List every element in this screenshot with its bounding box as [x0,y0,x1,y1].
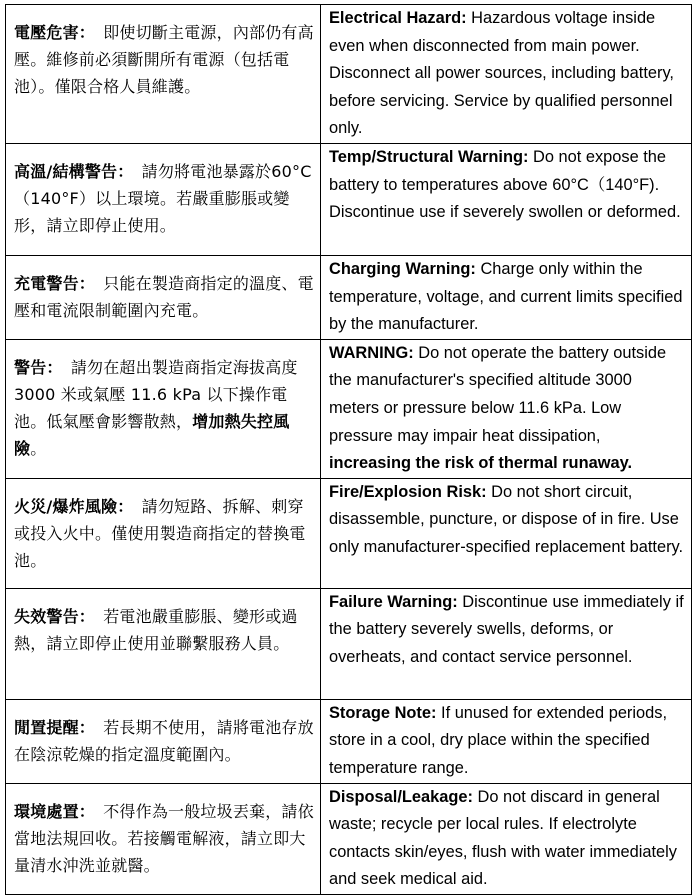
zh-text: 請勿短路、拆解、刺穿或投入火中。僅使用製造商指定的替換電池。 [14,496,306,570]
zh-label: 警告： [14,357,63,377]
zh-text: 只能在製造商指定的溫度、電壓和電流限制範圍內充電。 [14,274,314,320]
zh-cell [6,144,321,256]
table-row-disposal-leakage [6,783,692,894]
en-text: Do not expose the battery to temperatures above 60°C（140°F). Discontinue use if severely swollen or deformed. [329,148,681,222]
zh-cell [6,478,321,588]
en-text: Charge only within the temperature, voltage, and current limits specified by the manufacturer. [329,260,683,334]
en-label: Electrical Hazard: [329,9,467,27]
en-text: Do not short circuit, disassemble, puncture, or dispose of in fire. Use only manufacturer-specified replacement battery. [329,482,684,556]
en-cell [321,588,692,699]
zh-text: 請勿將電池暴露於60°C（140°F）以上環境。若嚴重膨脹或變形，請立即停止使用。 [14,162,312,235]
zh-label: 環境處置： [14,801,96,821]
table-row-temp-structural [6,144,692,256]
table-row-charging [6,256,692,340]
en-cell [321,5,692,144]
en-text: Do not operate the battery outside the manufacturer's specified altitude 3000 meters or pressure below 11.6 kPa. Low pressure may impair heat dissipation, [329,343,667,445]
en-label: Fire/Explosion Risk: [329,482,487,501]
zh-end: 。 [30,438,47,458]
zh-text: 若電池嚴重膨脹、變形或過熱，請立即停止使用並聯繫服務人員。 [14,606,298,653]
zh-text: 不得作為一般垃圾丟棄，請依當地法規回收。若接觸電解液，請立即大量清水沖洗並就醫。 [14,801,314,875]
table-row-failure-warning [6,588,692,699]
warnings-sheet [5,4,692,895]
zh-text: 若長期不使用，請將電池存放在陰涼乾燥的指定溫度範圍內。 [14,717,314,764]
en-cell [321,783,692,894]
safety-warnings-table [5,4,692,895]
zh-cell [6,256,321,340]
table-row-altitude-warning [6,339,692,478]
en-label: WARNING: [329,343,414,362]
zh-cell [6,588,321,699]
en-text: Discontinue use immediately if the battery severely swells, deforms, or overheats, and contact service personnel. [329,592,684,666]
en-label: Temp/Structural Warning: [329,148,529,166]
en-text: Do not discard in general waste; recycle per local rules. If electrolyte contacts skin/eyes, flush with water immediately and seek medical aid. [329,787,677,889]
en-cell [321,699,692,783]
en-cell [321,256,692,340]
en-cell [321,144,692,256]
table-row-storage-note [6,699,692,783]
zh-label: 充電警告： [14,274,96,293]
zh-label: 閒置提醒： [14,717,96,737]
en-label: Storage Note: [329,703,437,722]
en-label: Disposal/Leakage: [329,787,473,806]
zh-text: 請勿在超出製造商指定海拔高度 3000 米或氣壓 11.6 kPa 以下操作電池。低氣壓會影響散熱， [14,357,298,431]
en-bold-tail: increasing the risk of thermal runaway. [329,454,633,473]
en-text: Hazardous voltage inside even when disconnected from main power. Disconnect all power sources, including battery, before servicing. Service by qualified personnel only. [329,9,674,138]
zh-label: 失效警告： [14,606,96,626]
en-label: Failure Warning: [329,592,458,611]
zh-label: 火災/爆炸風險： [14,496,134,516]
zh-text: 即使切斷主電源，內部仍有高壓。維修前必須斷開所有電源（包括電池）。僅限合格人員維護。 [14,23,314,96]
zh-cell [6,699,321,783]
zh-bold-tail: 增加熱失控風險 [14,411,290,458]
en-cell [321,339,692,478]
en-text: If unused for extended periods, store in a cool, dry place within the specified temperature range. [329,703,668,777]
en-cell [321,478,692,588]
table-row-fire-explosion [6,478,692,588]
zh-cell [6,5,321,144]
zh-cell [6,339,321,478]
zh-label: 高溫/結構警告： [14,162,134,181]
en-label: Charging Warning: [329,260,476,278]
zh-label: 電壓危害： [14,23,96,42]
zh-cell [6,783,321,894]
table-row-electrical-hazard [6,5,692,144]
